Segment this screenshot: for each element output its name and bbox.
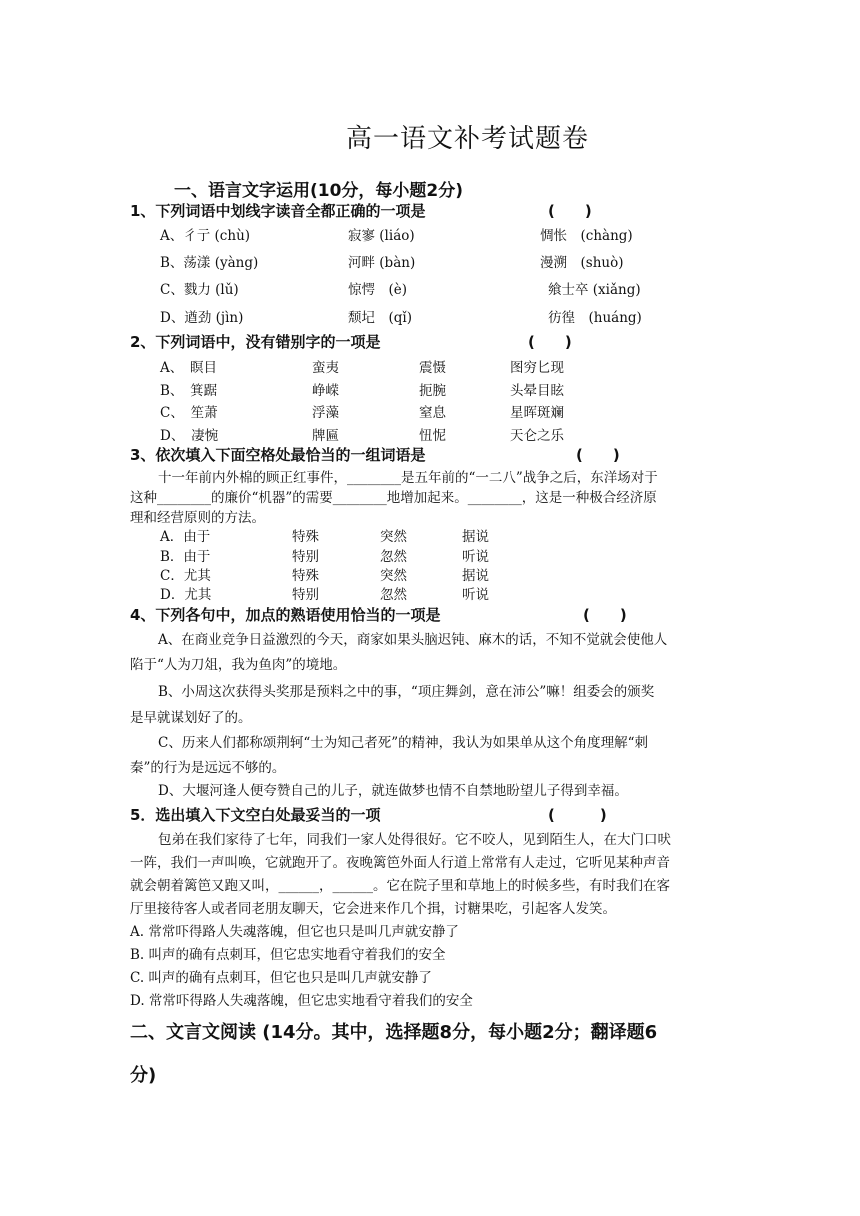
q1-option-c-3: 飨士卒 (xiǎng) [548, 282, 641, 298]
q3-option-b-1: B．由于 [160, 549, 211, 565]
q4-line-2: 陷于“人为刀俎，我为鱼肉”的境地。 [130, 657, 347, 673]
q3-option-c-4: 据说 [462, 568, 489, 584]
q1-option-b-2: 河畔 (bàn) [348, 255, 416, 271]
q1-option-a-1: A、彳亍 (chù) [160, 228, 251, 244]
q5-option-d: D. 常常吓得路人失魂落魄，但它忠实地看守着我们的安全 [130, 993, 473, 1009]
q3-option-b-3: 忽然 [380, 549, 407, 565]
question-2-stem: 2、下列词语中，没有错别字的一项是 [130, 333, 381, 351]
q1-option-c-1: C、戮力 (lǔ) [160, 282, 239, 298]
q5-passage-line-1: 包弟在我们家待了七年，同我们一家人处得很好。它不咬人，见到陌生人，在大门口吠 [158, 832, 671, 848]
q4-line-3: B、小周这次获得头奖那是预料之中的事，“项庄舞剑，意在沛公”嘛！组委会的颁奖 [158, 684, 655, 700]
question-5-answer-paren: ( ) [548, 806, 607, 824]
q2-option-a-3: 震慑 [419, 360, 446, 376]
q3-option-a-1: A．由于 [160, 529, 211, 545]
question-3-stem: 3、依次填入下面空格处最恰当的一组词语是 [130, 446, 426, 464]
q5-passage-line-3: 就会朝着篱笆又跑又叫，______，______。它在院子里和草地上的时候多些，有时我们在客 [130, 878, 670, 894]
q3-option-c-1: C．尤其 [160, 568, 211, 584]
q3-option-b-2: 特别 [292, 549, 319, 565]
q2-option-a-2: 蛮夷 [312, 360, 339, 376]
q2-option-c-2: 浮藻 [312, 405, 339, 421]
q5-passage-line-2: 一阵，我们一声叫唤，它就跑开了。夜晚篱笆外面人行道上常常有人走过，它听见某种声音 [130, 855, 670, 871]
q2-option-c-4: 星晖斑斓 [510, 405, 564, 421]
section-2-heading-line-1: 二、文言文阅读 (14分。其中，选择题8分，每小题2分；翻译题6 [130, 1022, 658, 1043]
q3-passage-line-3: 理和经营原则的方法。 [130, 510, 265, 526]
q5-option-a: A. 常常吓得路人失魂落魄，但它也只是叫几声就安静了 [130, 924, 459, 940]
q3-option-c-3: 突然 [380, 568, 407, 584]
q2-option-d-2: 牌匾 [312, 428, 339, 444]
q1-option-c-2: 惊愕 (è) [348, 282, 408, 298]
q3-option-a-3: 突然 [380, 529, 407, 545]
q1-option-d-2: 颓圮 (qǐ) [348, 310, 412, 326]
q3-option-d-4: 听说 [462, 587, 489, 603]
q1-option-b-1: B、荡漾 (yàng) [160, 255, 259, 271]
q2-option-a-4: 图穷匕现 [510, 360, 564, 376]
q4-line-5: C、历来人们都称颂荆轲“士为知己者死”的精神，我认为如果单从这个角度理解“刺 [158, 735, 649, 751]
q1-option-a-3: 惆怅 (chàng) [540, 228, 633, 244]
q3-option-a-2: 特殊 [292, 529, 319, 545]
q2-option-c-1: C、 笙萧 [160, 405, 218, 421]
q1-option-b-3: 漫溯 (shuò) [540, 255, 624, 271]
q2-option-d-4: 天仑之乐 [510, 428, 564, 444]
q3-passage-line-2: 这种________的廉价“机器”的需要________地增加起来。________，这是一种极合经济原 [130, 490, 657, 506]
q3-option-d-1: D．尤其 [160, 587, 212, 603]
question-1-stem: 1、下列词语中划线字读音全都正确的一项是 [130, 202, 426, 220]
q2-option-b-1: B、 箕踞 [160, 383, 218, 399]
q5-option-b: B. 叫声的确有点刺耳，但它忠实地看守着我们的安全 [130, 947, 446, 963]
q3-option-a-4: 据说 [462, 529, 489, 545]
q3-option-c-2: 特殊 [292, 568, 319, 584]
q3-option-d-3: 忽然 [380, 587, 407, 603]
question-2-answer-paren: ( ) [528, 333, 572, 351]
q1-option-d-3: 彷徨 (huáng) [548, 310, 642, 326]
q3-option-d-2: 特别 [292, 587, 319, 603]
question-3-answer-paren: ( ) [576, 446, 620, 464]
q2-option-b-3: 扼腕 [419, 383, 446, 399]
question-5-stem: 5．选出填入下文空白处最妥当的一项 [130, 806, 381, 824]
q3-passage-line-1: 十一年前内外棉的顾正红事件，________是五年前的“一二八”战争之后，东洋场对于 [158, 470, 658, 486]
q1-option-a-2: 寂寥 (liáo) [348, 228, 415, 244]
q2-option-b-2: 峥嵘 [312, 383, 339, 399]
question-1-answer-paren: ( ) [548, 202, 592, 220]
section-1-heading: 一、语言文字运用(10分，每小题2分) [174, 181, 464, 201]
q5-passage-line-4: 厅里接待客人或者同老朋友聊天，它会进来作几个揖，讨糖果吃，引起客人发笑。 [130, 901, 616, 917]
question-4-answer-paren: ( ) [583, 606, 627, 624]
q2-option-d-3: 忸怩 [419, 428, 446, 444]
q2-option-b-4: 头晕目眩 [510, 383, 564, 399]
q1-option-d-1: D、遒劲 (jìn) [160, 310, 244, 326]
q2-option-d-1: D、 凄惋 [160, 428, 219, 444]
q2-option-a-1: A、 瞑目 [160, 360, 217, 376]
q3-option-b-4: 听说 [462, 549, 489, 565]
q4-line-7: D、大堰河逢人便夸赞自己的儿子，就连做梦也情不自禁地盼望儿子得到幸福。 [158, 783, 628, 799]
q2-option-c-3: 窒息 [419, 405, 446, 421]
q4-line-4: 是早就谋划好了的。 [130, 710, 252, 726]
section-2-heading-line-2: 分) [130, 1065, 157, 1086]
q5-option-c: C. 叫声的确有点刺耳，但它也只是叫几声就安静了 [130, 970, 432, 986]
page-title: 高一语文补考试题卷 [346, 124, 590, 154]
question-4-stem: 4、下列各句中，加点的熟语使用恰当的一项是 [130, 606, 441, 624]
q4-line-6: 秦”的行为是远远不够的。 [130, 760, 286, 776]
q4-line-1: A、在商业竞争日益激烈的今天，商家如果头脑迟钝、麻木的话，不知不觉就会使他人 [158, 632, 668, 648]
